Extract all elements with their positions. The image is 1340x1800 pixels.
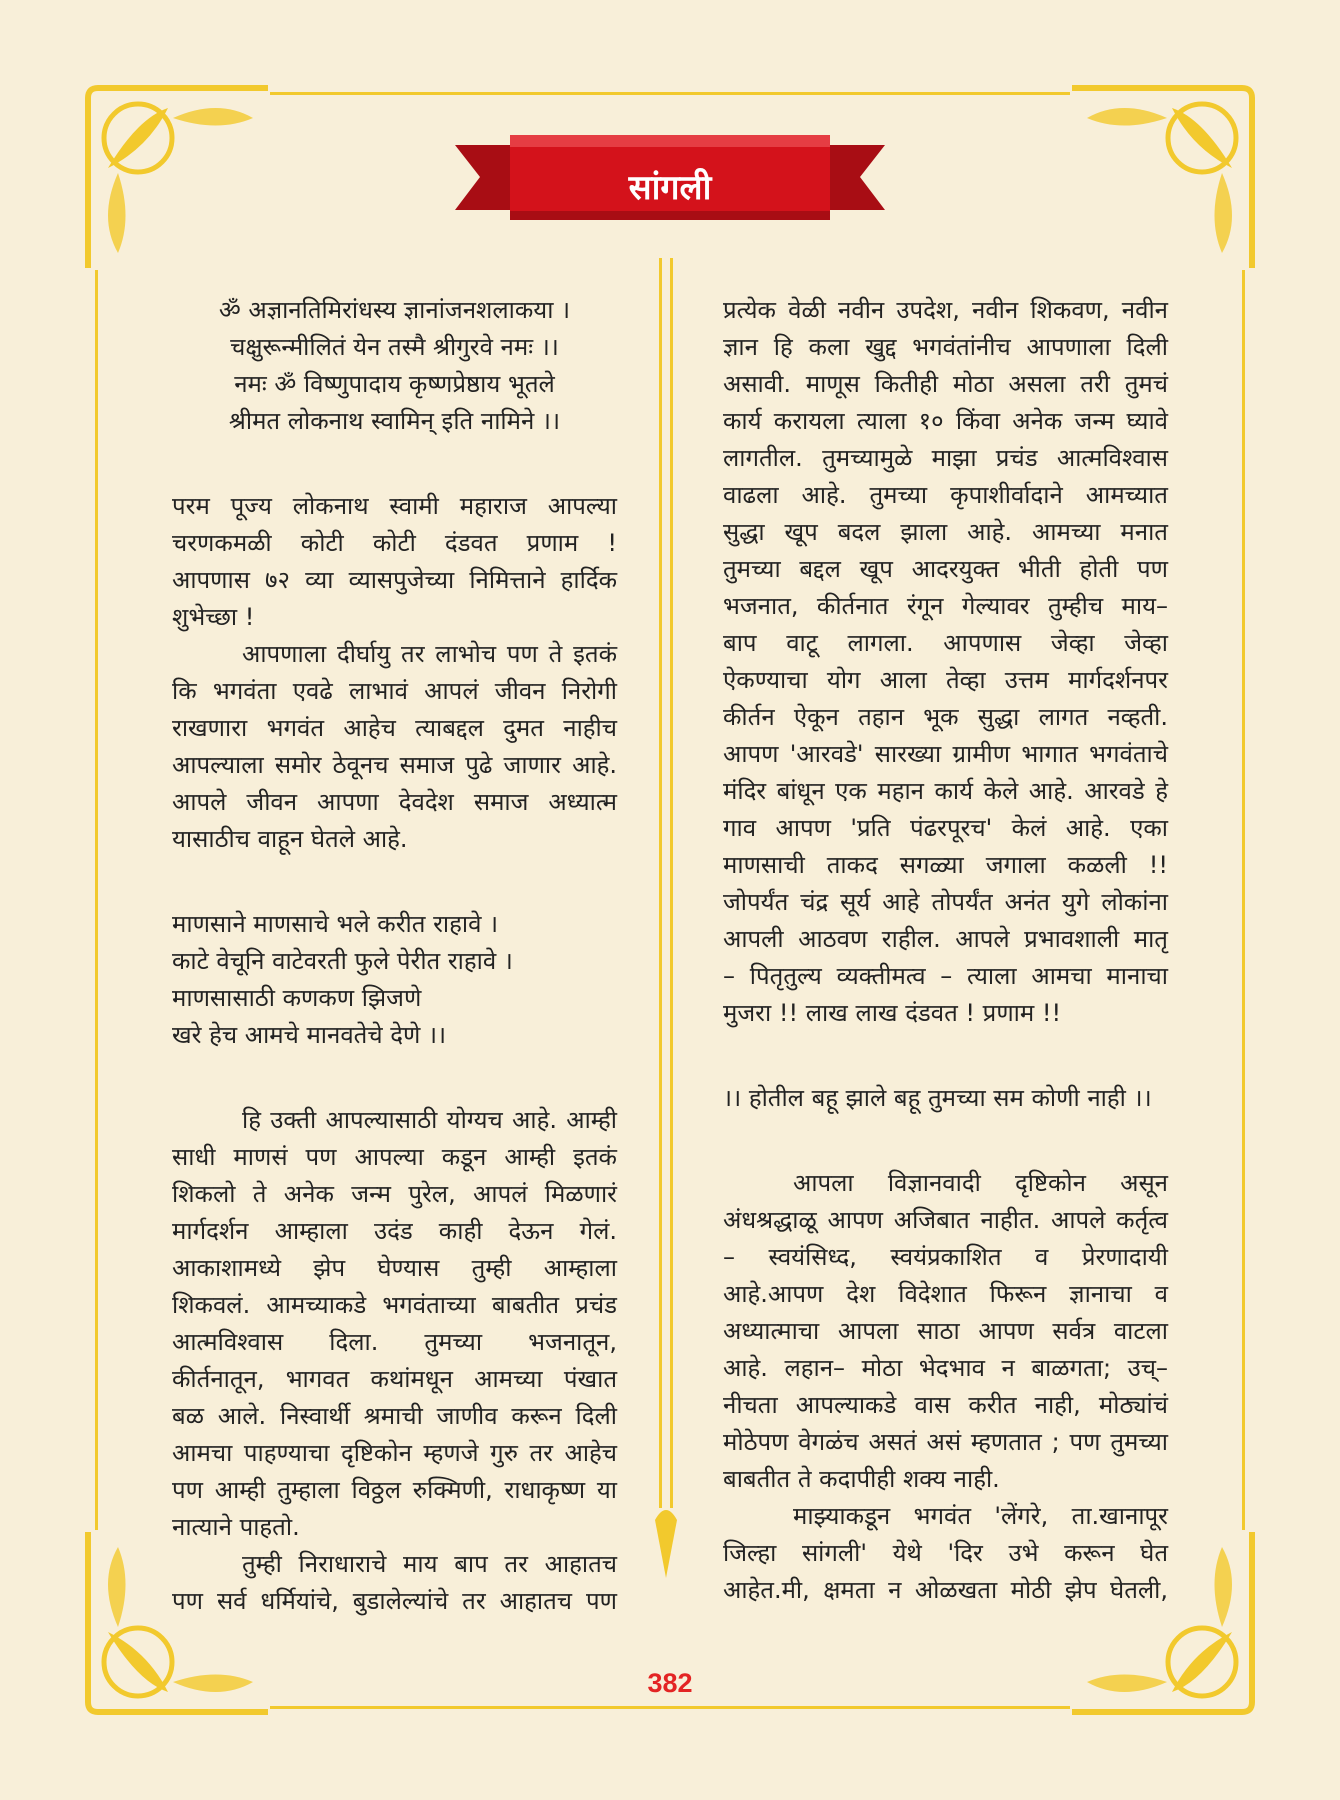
text-line: नीचता आपल्याकडे वास करीत नाही, मोठ्यांचं [723,1391,1168,1419]
text-line: मंदिर बांधून एक महान कार्य केले आहे. आरवडे हे [723,777,1168,805]
poem [172,906,617,1054]
text-line: साधी माणसं पण आपल्या कडून आम्ही इतकं [172,1143,617,1171]
text-line: लागतील. तुमच्यामुळे माझा प्रचंड आत्मविश्वास [723,444,1168,472]
quote-line: ।। होतील बहू झाले बहू तुमच्या सम कोणी नाही ।। [723,1084,1152,1112]
corner-ornament-top-left [78,78,278,278]
text-line: वाढला आहे. तुमच्या कृपाशीर्वादाने आमच्यात [723,481,1168,509]
text-line: आत्मविश्वास दिला. तुमच्या भजनातून, [172,1328,617,1356]
paragraph [172,1102,617,1546]
right-column [723,292,1168,1609]
text-line: आपल्याला समोर ठेवूनच समाज पुढे जाणार आहे. [172,751,617,779]
text-line: तुम्ही निराधाराचे माय बाप तर आहातच [242,1550,617,1578]
left-column [172,292,617,1620]
text-line: नात्याने पाहतो. [172,1513,300,1541]
text-line: असावी. माणूस कितीही मोठा असला तरी तुमचं [723,370,1168,398]
text-line: प्रत्येक वेळी नवीन उपदेश, नवीन शिकवण, नवीन [723,296,1168,324]
text-line: – पितृतुल्य व्यक्तीमत्व – त्याला आमचा मानाचा [723,962,1168,990]
text-line: बाप वाटू लागला. आपणास जेव्हा जेव्हा [723,629,1168,657]
text-line: ऐकण्याचा योग आला तेव्हा उत्तम मार्गदर्शनपर [723,666,1168,694]
text-line: मार्गदर्शन आम्हाला उदंड काही देऊन गेलं. [172,1217,617,1245]
text-line: कीर्तनातून, भागवत कथांमधून आमच्या पंखात [172,1365,617,1393]
poem-line: काटे वेचूनि वाटेवरती फुले पेरीत राहावे । [172,947,513,975]
text-line: राखणारा भगवंत आहेच त्याबद्दल दुमत नाहीच [172,714,617,742]
paragraph [172,636,617,858]
text-line: माझ्याकडून भगवंत 'लेंगरे, ता.खानापूर [793,1502,1168,1530]
shloka-line: ॐ अज्ञानतिमिरांधस्य ज्ञानांजनशलाकया । [218,296,571,324]
poem-line: माणसासाठी कणकण झिजणे [172,984,422,1012]
text-line: जिल्हा सांगली' येथे 'दिर उभे करून घेत [723,1539,1168,1567]
text-line: जोपर्यंत चंद्र सूर्य आहे तोपर्यंत अनंत युगे लोकांना [723,888,1168,916]
shloka-line: नमः ॐ विष्णुपादाय कृष्णप्रेष्ठाय भूतले [234,370,555,398]
text-line: यासाठीच वाहून घेतले आहे. [172,825,408,853]
frame-top-line [270,92,1070,95]
text-line: आहे.आपण देश विदेशात फिरून ज्ञानाचा व [723,1280,1168,1308]
text-line: आपले जीवन आपणा देवदेश समाज अध्यात्म [172,788,617,816]
text-line: आपणास ७२ व्या व्यासपुजेच्या निमित्ताने हार्दिक [172,566,617,594]
text-line: मुजरा !! लाख लाख दंडवत ! प्रणाम !! [723,999,1062,1027]
text-line: पण सर्व धर्मियांचे, बुडालेल्यांचे तर आहातच पण [172,1587,617,1615]
poem-line: खरे हेच आमचे मानवतेचे देणे ।। [172,1021,447,1049]
text-line: आहे. लहान– मोठा भेदभाव न बाळगता; उच्– [723,1354,1168,1382]
paragraph [172,1546,617,1620]
text-line: आपणाला दीर्घायु तर लाभोच पण ते इतकं [242,640,617,668]
corner-ornament-top-right [1062,78,1262,278]
text-line: माणसाची ताकद सगळ्या जगाला कळली !! [723,851,1168,879]
page-number: 382 [647,1668,693,1698]
shloka-line: श्रीमत लोकनाथ स्वामिन् इति नामिने ।। [228,407,561,435]
page-title: सांगली [628,168,712,208]
text-line: अंधश्रद्धाळू आपण अजिबात नाहीत. आपले कर्तृत्व [723,1206,1168,1234]
text-line: पण आम्ही तुम्हाला विठ्ठल रुक्मिणी, राधाकृष्ण या [172,1476,617,1504]
text-line: मोठेपण वेगळंच असतं असं म्हणतात ; पण तुमच्या [723,1428,1168,1456]
text-line: परम पूज्य लोकनाथ स्वामी महाराज आपल्या [172,492,617,520]
text-line: ज्ञान हि कला खुद्द भगवंतांनीच आपणाला दिली [723,333,1168,361]
text-line: सुद्धा खूप बदल झाला आहे. आमच्या मनात [723,518,1168,546]
text-line: आपला विज्ञानवादी दृष्टिकोन असून [793,1169,1168,1197]
text-line: बाबतीत ते कदापीही शक्य नाही. [723,1465,1000,1493]
text-line: शुभेच्छा ! [172,603,255,631]
poem-line: माणसाने माणसाचे भले करीत राहावे । [172,910,499,938]
quote [723,1080,1168,1117]
text-line: भजनात, कीर्तनात रंगून गेल्यावर तुम्हीच माय– [723,592,1168,620]
column-divider [655,258,677,1578]
paragraph [723,1498,1168,1609]
paragraph [723,292,1168,1032]
title-ribbon [455,125,885,245]
text-line: गाव आपण 'प्रति पंढरपूरच' केलं आहे. एका [723,814,1168,842]
paragraph [723,1165,1168,1498]
paragraph [172,488,617,636]
text-line: आमचा पाहण्याचा दृष्टिकोन म्हणजे गुरु तर आहेच [172,1439,617,1467]
text-line: शिकलो ते अनेक जन्म पुरेल, आपलं मिळणारं [172,1180,617,1208]
text-line: अध्यात्माचा आपला साठा आपण सर्वत्र वाटला [723,1317,1168,1345]
text-line: आकाशामध्ये झेप घेण्यास तुम्ही आम्हाला [172,1254,617,1282]
text-line: आपण 'आरवडे' सारख्या ग्रामीण भागात भगवंताचे [723,740,1168,768]
frame-right-line [1242,270,1245,1530]
text-line: कार्य करायला त्याला १० किंवा अनेक जन्म घ्यावे [723,407,1168,435]
frame-left-line [95,270,98,1530]
frame-bottom-line [270,1706,1070,1709]
shloka [172,292,617,440]
text-line: – स्वयंसिध्द, स्वयंप्रकाशित व प्रेरणादायी [723,1243,1168,1271]
text-line: आहेत.मी, क्षमता न ओळखता मोठी झेप घेतली, [723,1576,1168,1604]
text-line: बळ आले. निस्वार्थी श्रमाची जाणीव करून दिली [172,1402,617,1430]
text-line: चरणकमळी कोटी कोटी दंडवत प्रणाम ! [172,529,617,557]
text-line: कि भगवंता एवढे लाभावं आपलं जीवन निरोगी [172,677,617,705]
text-line: कीर्तन ऐकून तहान भूक सुद्धा लागत नव्हती. [723,703,1168,731]
text-line: तुमच्या बद्दल खूप आदरयुक्त भीती होती पण [723,555,1168,583]
shloka-line: चक्षुरून्मीलितं येन तस्मै श्रीगुरवे नमः ।। [230,333,559,361]
text-line: आपली आठवण राहील. आपले प्रभावशाली मातृ [723,925,1168,953]
text-line: हि उक्ती आपल्यासाठी योग्यच आहे. आम्ही [242,1106,617,1134]
text-line: शिकवलं. आमच्याकडे भगवंताच्या बाबतीत प्रचंड [172,1291,617,1319]
